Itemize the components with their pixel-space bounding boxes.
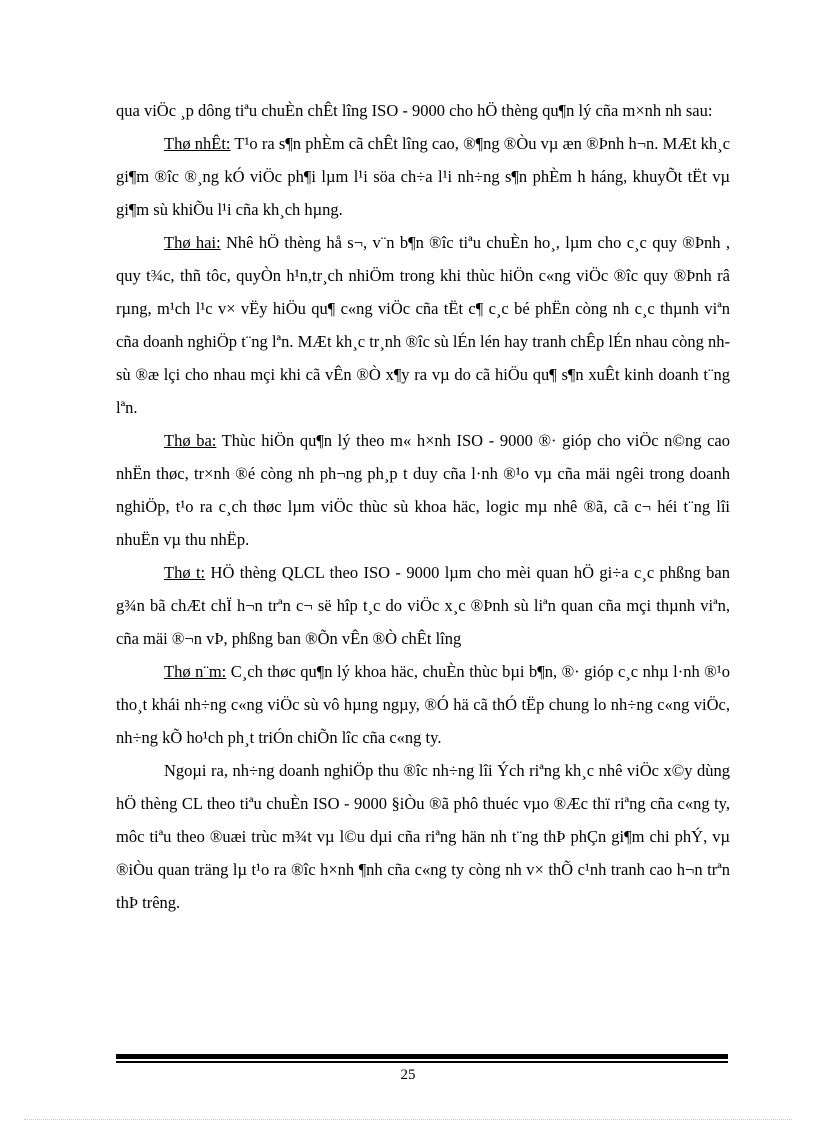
body-text <box>116 94 730 919</box>
paragraph-label: Thø nhÊt: <box>164 134 231 153</box>
paragraph-label: Thø t: <box>164 563 206 582</box>
paragraph-fifth-benefit <box>116 655 730 754</box>
paragraph-fourth-benefit <box>116 556 730 655</box>
paragraph-label: Thø ba: <box>164 431 217 450</box>
paragraph-text: Nhê hÖ thèng hå s¬, v¨n b¶n ®îc tiªu chuÈn ho¸, lµm cho c¸c quy ®Þnh , quy t¾c, thñ tôc, quyÒn h¹n,tr¸ch nhiÖm trong khi thùc hiÖn c«ng viÖc ®îc quy ®Þnh râ rµng, m¹ch l¹c v× vËy hiÖu qu¶ c«ng viÖc cña tËt c¶ c¸c bé phËn còng nh c¸c thµnh viªn cña doanh nghiÖp t¨ng lªn. MÆt kh¸c tr¸nh ®îc sù lÉn lén hay tranh chÊp lÉn nhau còng nh sù ®æ lçi cho nhau mçi khi cã vÊn ®Ò x¶y ra vµ do cã hiÖu qu¶ s¶n xuÊt kinh doanh t¨ng lªn. <box>116 233 730 417</box>
paragraph-label: Thø n¨m: <box>164 662 227 681</box>
paragraph-label: Thø hai: <box>164 233 221 252</box>
footer-rule-thick <box>116 1054 728 1059</box>
paragraph-text: T¹o ra s¶n phÈm cã chÊt lîng cao, ®¶ng ®Òu vµ æn ®Þnh h¬n. MÆt kh¸c gi¶m ®îc ®¸ng kÓ viÖc ph¶i lµm l¹i söa ch÷a l¹i nh÷ng s¶n phÈm h háng, khuyÕt tËt vµ gi¶m sù khiÕu l¹i cña kh¸ch hµng. <box>116 134 731 219</box>
page-bottom-edge <box>24 1119 792 1120</box>
footer-rule-thin <box>116 1061 728 1063</box>
paragraph-text: Ngoµi ra, nh÷ng doanh nghiÖp thu ®îc nh÷ng lîi Ých riªng kh¸c nhê viÖc x©y dùng hÖ thèng CL theo tiªu chuÈn ISO - 9000 §iÒu ®ã phô thuéc vµo ®Æc thï riªng cña c«ng ty, môc tiªu theo ®uæi trùc m¾t vµ l©u dµi cña riªng hän nh t¨ng thÞ phÇn gi¶m chi phÝ, vµ ®iÒu quan träng lµ t¹o ra ®îc h×nh ¶nh cña c«ng ty còng nh v× thÕ c¹nh tranh cao h¬n trªn thÞ trêng. <box>116 761 730 912</box>
paragraph-first-benefit <box>116 127 730 226</box>
paragraph-third-benefit <box>116 424 730 556</box>
paragraph-additional-benefits <box>116 754 730 919</box>
paragraph-text: qua viÖc ¸p dông tiªu chuÈn chÊt lîng ISO - 9000 cho hÖ thèng qu¶n lý cña m×nh nh sau: <box>116 101 713 120</box>
paragraph-text: HÖ thèng QLCL theo ISO - 9000 lµm cho mèi quan hÖ gi÷a c¸c phßng ban g¾n bã chÆt chÏ h¬n trªn c¬ së hîp t¸c do viÖc x¸c ®Þnh sù liªn quan cña mçi thµnh viªn, cña mäi ®¬n vÞ, phßng ban ®Õn vÊn ®Ò chÊt lîng <box>116 563 730 648</box>
paragraph-second-benefit <box>116 226 730 424</box>
paragraph-text: C¸ch thøc qu¶n lý khoa häc, chuÈn thùc bµi b¶n, ®· gióp c¸c nhµ l·nh ®¹o tho¸t khái nh÷ng c«ng viÖc sù vô hµng ngµy, ®Ó hä cã thÓ tËp chung lo nh÷ng c«ng viÖc, nh÷ng kÕ ho¹ch ph¸t triÓn chiÕn lîc cña c«ng ty. <box>116 662 730 747</box>
paragraph-intro-continuation <box>116 94 730 127</box>
page-number: 25 <box>400 1067 416 1083</box>
paragraph-text: Thùc hiÖn qu¶n lý theo m« h×nh ISO - 9000 ®· gióp cho viÖc n©ng cao nhËn thøc, tr×nh ®é còng nh ph¬ng ph¸p t duy cña l·nh ®¹o vµ cña mäi ngêi trong doanh nghiÖp, t¹o ra c¸ch thøc lµm viÖc thùc sù khoa häc, logic mµ nhê ®ã, cã c¬ héi t¨ng lîi nhuËn vµ thu nhËp. <box>116 431 730 549</box>
